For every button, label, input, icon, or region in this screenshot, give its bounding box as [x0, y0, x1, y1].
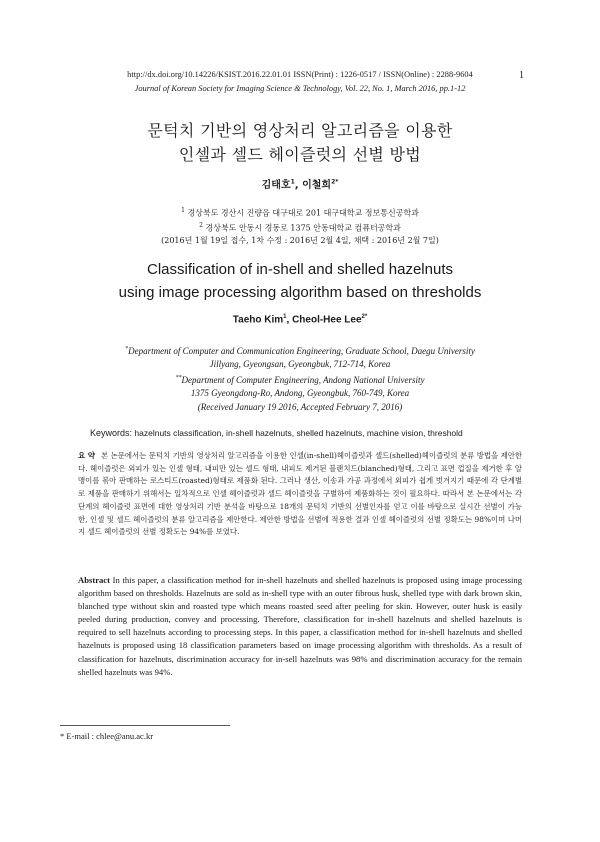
english-author-sep: ,: [286, 314, 293, 326]
korean-affil-1: [0, 205, 600, 220]
english-affil-1-line1: [0, 343, 600, 358]
korean-title-line1: 문턱치 기반의 영상처리 알고리즘을 이용한: [147, 121, 453, 140]
english-affil-2-line1: [0, 372, 600, 387]
footnote-divider: [60, 725, 230, 726]
footnote-email: * E-mail : chlee@anu.ac.kr: [60, 731, 154, 741]
korean-abstract-text: 본 논문에서는 문턱치 기반의 영상처리 알고리즘을 이용한 인셀(in-shell)헤이즐럿과 셀드(shelled)헤이즐럿의 분류 방법을 제안한다. 헤이즐럿은 외피가 있는 인셀 형태, 내피만 있는 셀드 형태, 내피도 제거된 블랜치드(blanched)형태, 그리고 표면 껍질을 제거한 후 알맹이를 볶아 판매하는 로스티드(roasted)형태로 제품화 된다. 그러나 생산, 이송과 가공 과정에서 외피가 쉽게 벗겨지기 때문에 각 단계별로 제품을 판매하기 위해서는 일차적으로 인셀 헤이즐럿과 셀드 헤이즐럿을 구별하여 제품화하는 것이 필요하다. 따라서 본 논문에서는 각 단계의 헤이즐럿 표면에 대한 영상처리 기반 분석을 바탕으로 18개의 문턱치 기반의 선별인자를 얻고 이를 바탕으로 실시간 선별이 가능한, 인셀 및 셀드 헤이즐럿의 분류 알고리즘을 제안한다. 제안한 방법을 선별에 적용한 결과 인셀 헤이즐럿의 선별 정확도는 98%이며 나머지 셀드 헤이즐럿의 선별 정확도는 94%를 보였다.: [78, 451, 522, 537]
english-authors: [0, 314, 600, 325]
korean-author-sep: ,: [294, 180, 303, 191]
english-affil1-text: Department of Computer and Communication Engineering, Graduate School, Daegu University: [128, 346, 475, 356]
english-affil-2-line2: 1375 Gyeongdong-Ro, Andong, Gyeongbuk, 760-749, Korea: [190, 388, 410, 399]
english-title-line1: Classification of in-shell and shelled hazelnuts: [146, 261, 453, 278]
english-title-line2: using image processing algorithm based on thresholds: [118, 284, 482, 301]
page-number: 1: [519, 70, 524, 81]
korean-author2-sup: 2*: [331, 178, 339, 186]
keywords: [90, 428, 530, 438]
korean-author2: 이철희: [302, 180, 332, 191]
english-author1: Taeho Kim: [232, 314, 284, 326]
english-affiliations: [0, 343, 600, 414]
korean-authors: [0, 176, 600, 191]
korean-affil2-sup: 2: [199, 221, 203, 229]
korean-abstract: [78, 450, 522, 539]
english-affil-1-line2: Jillyang, Gyeongsan, Gyeongbuk, 712-714, Korea: [209, 359, 391, 370]
keywords-text: hazelnuts classification, in-shell hazelnuts, shelled hazelnuts, machine vision, threshold: [132, 428, 463, 438]
english-abstract-label: Abstract: [78, 575, 110, 585]
english-dates: (Received January 19 2016, Accepted February 7, 2016): [197, 401, 403, 412]
english-author1-sup: 1: [283, 314, 287, 320]
english-author2-sup: 2*: [361, 314, 368, 320]
english-affil1-mark: *: [125, 346, 129, 352]
korean-affil2-text: 경상북도 안동시 경동로 1375 안동대학교 컴퓨터공학과: [202, 223, 401, 233]
korean-abstract-label: 요 약: [78, 451, 95, 460]
korean-affiliations: [0, 205, 600, 247]
english-affil2-mark: **: [175, 374, 182, 381]
doi-issn-line: http://dx.doi.org/10.14226/KSIST.2016.22.01.01 ISSN(Print) : 1226-0517 / ISSN(Online) : 2288-9604: [127, 70, 473, 79]
english-author2: Cheol-Hee Lee: [292, 314, 362, 326]
korean-title-line2: 인셀과 셀드 헤이즐럿의 선별 방법: [178, 145, 422, 164]
english-affil2-text: Department of Computer Engineering, Andong National University: [181, 374, 425, 385]
korean-dates: (2016년 1월 19일 접수, 1차 수정 : 2016년 2월 4일, 채택 : 2016년 2월 7일): [161, 235, 439, 245]
korean-affil-2: [0, 220, 600, 235]
english-abstract-text: In this paper, a classification method for in-shell hazelnuts and shelled hazelnuts is proposed using image processing algorithm based on thresholds. Hazelnuts are sold as in-shell type with an outer fibrous husk, shelled type with dark brown skin, blanched type without skin and roasted type which means roasted seed after peeling for skin. However, outer husk is easily peeled during production, convey and processing. Therefore, classification for in-shell hazelnuts and shelled hazelnuts is required to sell hazelnuts according to processing steps. In this paper, a classification method for in-shell hazelnuts and shelled hazelnuts is proposed using 18 classification parameters based on image processing algorithm with thresholds. As a result of classification for hazelnuts, discrimination accuracy for in-sell hazelnuts was 98% and discrimination accuracy for the remain shelled hazelnuts was 94%.: [78, 575, 522, 677]
journal-citation: Journal of Korean Society for Imaging Science & Technology, Vol. 22, No. 1, March 2016, pp.1-12: [134, 84, 466, 93]
keywords-label: Keywords:: [90, 428, 133, 438]
english-title: [0, 258, 600, 304]
korean-title: [0, 119, 600, 167]
korean-author1: 김태호: [261, 180, 291, 191]
korean-affil1-text: 경상북도 경산시 진량읍 대구대로 201 대구대학교 정보통신공학과: [184, 208, 419, 218]
korean-affil1-sup: 1: [181, 207, 185, 214]
korean-author1-sup: 1: [290, 178, 295, 186]
english-abstract: [78, 574, 522, 679]
